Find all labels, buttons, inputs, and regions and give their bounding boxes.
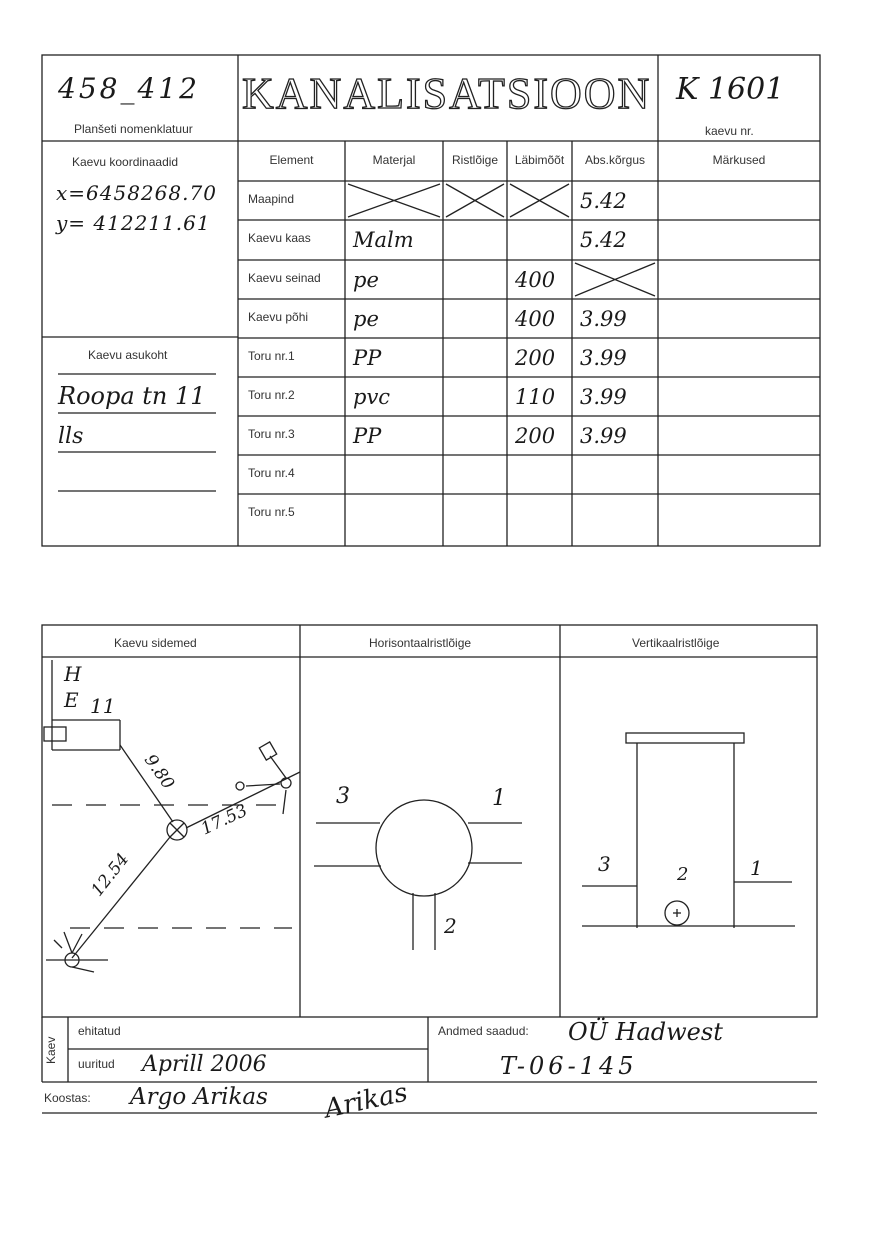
surveyed-label: uuritud bbox=[78, 1057, 115, 1071]
header-element: Element bbox=[269, 153, 314, 167]
element-cell: Kaevu põhi bbox=[248, 310, 309, 324]
diameter-cell: 200 bbox=[515, 346, 556, 370]
well-number-label: kaevu nr. bbox=[705, 124, 754, 138]
abs-height-cell: 3.99 bbox=[580, 424, 627, 448]
coordinate-y: y= 412211.61 bbox=[56, 211, 211, 235]
data-source-label: Andmed saadud: bbox=[438, 1024, 529, 1038]
well-number: K 1601 bbox=[676, 72, 785, 107]
material-cell: Malm bbox=[353, 228, 414, 252]
element-cell: Toru nr.2 bbox=[248, 388, 295, 402]
abs-height-cell: 3.99 bbox=[580, 346, 627, 370]
data-reference: T-06-145 bbox=[500, 1052, 638, 1080]
signature: Arikas bbox=[321, 1077, 411, 1125]
location-line-1: Roopa tn 11 bbox=[58, 382, 206, 410]
element-cell: Toru nr.3 bbox=[248, 427, 295, 441]
element-cell: Toru nr.4 bbox=[248, 466, 295, 480]
coordinate-x: x=6458268.70 bbox=[56, 181, 217, 205]
connections-label: Kaevu sidemed bbox=[114, 636, 197, 650]
building-letter-e: E bbox=[64, 688, 79, 712]
header-cross-section: Ristlõige bbox=[451, 153, 499, 167]
element-cell: Maapind bbox=[248, 192, 295, 206]
header-remarks: Märkused bbox=[712, 153, 766, 167]
vertical-section-label: Vertikaalristlõige bbox=[632, 636, 720, 650]
page-title: KANALISATSIOON bbox=[242, 69, 652, 118]
abs-height-cell: 5.42 bbox=[580, 228, 627, 252]
diameter-cell: 110 bbox=[515, 385, 556, 409]
element-cell: Toru nr.5 bbox=[248, 505, 295, 519]
header-material: Materjal bbox=[372, 153, 416, 167]
element-cell: Kaevu seinad bbox=[248, 271, 321, 285]
building-number: 11 bbox=[90, 694, 116, 718]
horizontal-pipe-1: 1 bbox=[492, 786, 506, 811]
built-label: ehitatud bbox=[78, 1024, 121, 1038]
abs-height-cell: 3.99 bbox=[580, 385, 627, 409]
compiled-value: Argo Arikas bbox=[130, 1084, 268, 1110]
horizontal-section-label: Horisontaalristlõige bbox=[369, 636, 472, 650]
well-side-label: Kaev bbox=[44, 1036, 58, 1064]
dimension-17-53: 17.53 bbox=[198, 800, 251, 840]
plansheet-number: 458_412 bbox=[58, 72, 200, 105]
abs-height-cell: 3.99 bbox=[580, 307, 627, 331]
data-source-value: OÜ Hadwest bbox=[568, 1018, 723, 1046]
location-label: Kaevu asukoht bbox=[88, 348, 168, 362]
surveyed-value: Aprill 2006 bbox=[142, 1052, 267, 1077]
element-cell: Toru nr.1 bbox=[248, 349, 295, 363]
vertical-pipe-2: 2 bbox=[677, 864, 689, 885]
material-cell: pe bbox=[353, 307, 379, 331]
building-letter-h: H bbox=[64, 662, 82, 686]
diameter-cell: 400 bbox=[515, 307, 556, 331]
material-cell: PP bbox=[353, 424, 382, 448]
vertical-pipe-1: 1 bbox=[750, 856, 763, 880]
material-cell: pe bbox=[353, 268, 379, 292]
vertical-pipe-3: 3 bbox=[598, 852, 611, 876]
element-cell: Kaevu kaas bbox=[248, 231, 311, 245]
compiled-label: Koostas: bbox=[44, 1091, 91, 1105]
diameter-cell: 200 bbox=[515, 424, 556, 448]
material-cell: PP bbox=[353, 346, 382, 370]
header-diameter: Läbimõõt bbox=[514, 153, 565, 167]
diameter-cell: 400 bbox=[515, 268, 556, 292]
material-cell: pvc bbox=[353, 385, 391, 409]
horizontal-pipe-2: 2 bbox=[444, 914, 457, 938]
coordinates-label: Kaevu koordinaadid bbox=[72, 155, 179, 169]
plansheet-label: Planšeti nomenklatuur bbox=[74, 122, 193, 136]
dimension-12-54: 12.54 bbox=[87, 849, 134, 901]
abs-height-cell: 5.42 bbox=[580, 189, 627, 213]
horizontal-pipe-3: 3 bbox=[336, 784, 350, 809]
location-line-2: lls bbox=[58, 424, 84, 449]
dimension-9-80: 9.80 bbox=[139, 750, 178, 794]
header-abs-height: Abs.kõrgus bbox=[584, 153, 646, 167]
